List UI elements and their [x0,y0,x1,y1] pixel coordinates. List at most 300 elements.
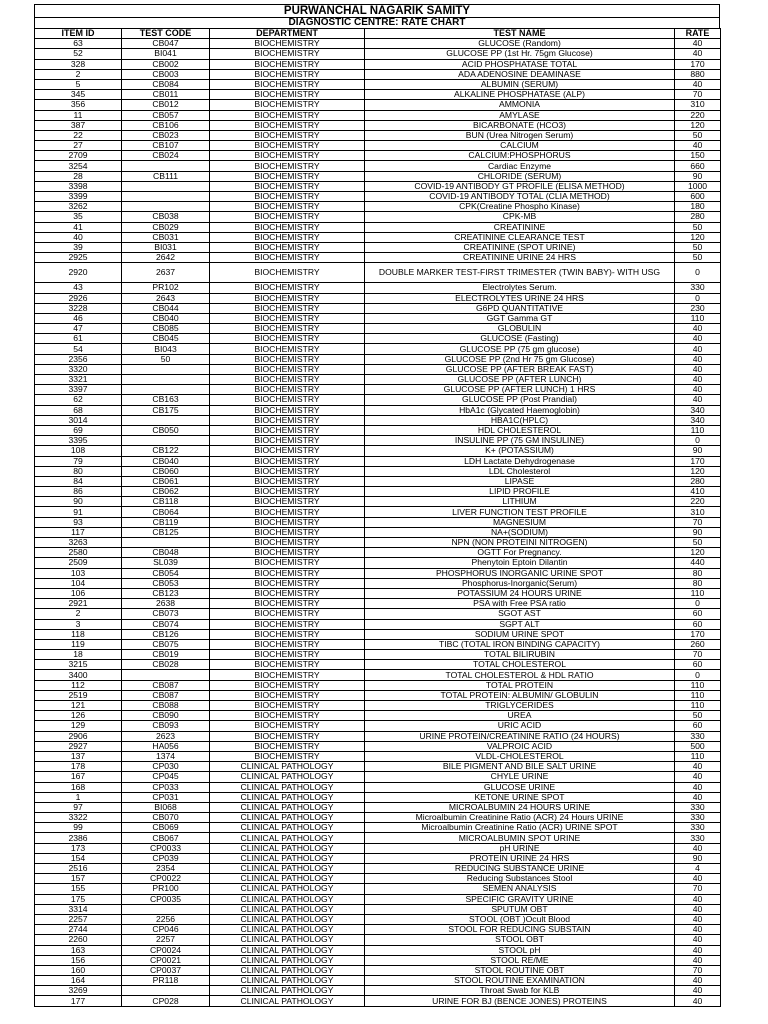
table-row [35,843,721,853]
rate-cell: 170 [675,629,721,639]
table-row [35,914,721,924]
department-cell: BIOCHEMISTRY [210,313,365,323]
table-row [35,792,721,802]
item-id-cell: 2 [35,609,122,619]
item-id-cell: 86 [35,487,122,497]
item-id-cell: 328 [35,59,122,69]
table-row [35,976,721,986]
department-cell: BIOCHEMISTRY [210,466,365,476]
rate-cell: 50 [675,711,721,721]
rate-cell: 120 [675,120,721,130]
department-cell: BIOCHEMISTRY [210,538,365,548]
item-id-cell: 40 [35,232,122,242]
test-code-cell: CB040 [122,456,210,466]
item-id-cell: 3269 [35,986,122,996]
rate-cell: 60 [675,660,721,670]
test-code-cell: CP031 [122,792,210,802]
test-name-cell: GLUCOSE PP (2nd Hr 75 gm Glucose) [365,354,675,364]
test-code-cell: CB075 [122,639,210,649]
item-id-cell: 47 [35,324,122,334]
table-row [35,864,721,874]
table-row [35,925,721,935]
table-row [35,884,721,894]
test-code-cell: CB119 [122,517,210,527]
item-id-cell: 54 [35,344,122,354]
department-cell: CLINICAL PATHOLOGY [210,935,365,945]
item-id-cell: 1 [35,792,122,802]
test-code-cell [122,161,210,171]
rate-cell: 40 [675,904,721,914]
test-code-cell: CB107 [122,141,210,151]
rate-cell: 40 [675,976,721,986]
test-code-cell: BI068 [122,802,210,812]
table-row [35,874,721,884]
department-cell: CLINICAL PATHOLOGY [210,945,365,955]
test-code-cell: CP0033 [122,843,210,853]
test-name-cell: Electrolytes Serum. [365,283,675,293]
department-cell: BIOCHEMISTRY [210,364,365,374]
test-name-cell: STOOL RE/ME [365,955,675,965]
item-id-cell: 2516 [35,864,122,874]
table-row [35,69,721,79]
test-code-cell: CB070 [122,813,210,823]
test-name-cell: POTASSIUM 24 HOURS URINE [365,588,675,598]
item-id-cell: 28 [35,171,122,181]
item-id-cell: 112 [35,680,122,690]
item-id-cell: 3398 [35,181,122,191]
test-code-cell [122,904,210,914]
test-code-cell: CB084 [122,79,210,89]
rate-cell: 40 [675,935,721,945]
table-row [35,415,721,425]
test-name-cell: MAGNESIUM [365,517,675,527]
department-cell: CLINICAL PATHOLOGY [210,792,365,802]
department-cell: BIOCHEMISTRY [210,303,365,313]
test-code-cell: CB002 [122,59,210,69]
item-id-cell: 2709 [35,151,122,161]
table-row [35,222,721,232]
item-id-cell: 103 [35,568,122,578]
rate-cell: 330 [675,833,721,843]
department-cell: CLINICAL PATHOLOGY [210,955,365,965]
rate-cell: 40 [675,141,721,151]
test-name-cell: VALPROIC ACID [365,741,675,751]
rate-cell: 110 [675,313,721,323]
table-row [35,212,721,222]
table-row [35,293,721,303]
item-id-cell: 117 [35,527,122,537]
test-code-cell: CB123 [122,588,210,598]
department-cell: BIOCHEMISTRY [210,751,365,761]
test-name-cell: TIBC (TOTAL IRON BINDING CAPACITY) [365,639,675,649]
item-id-cell: 104 [35,578,122,588]
test-code-cell: 2623 [122,731,210,741]
test-code-cell: CP028 [122,996,210,1006]
table-row [35,772,721,782]
test-code-cell: CP0024 [122,945,210,955]
department-cell: BIOCHEMISTRY [210,375,365,385]
item-id-cell: 3400 [35,670,122,680]
test-name-cell: BILE PIGMENT AND BILE SALT URINE [365,762,675,772]
table-row [35,833,721,843]
test-name-cell: LITHIUM [365,497,675,507]
table-row [35,782,721,792]
page-title: PURWANCHAL NAGARIK SAMITY [34,4,720,17]
department-cell: BIOCHEMISTRY [210,588,365,598]
test-name-cell: STOOL ROUTINE EXAMINATION [365,976,675,986]
rate-cell: 110 [675,701,721,711]
department-cell: BIOCHEMISTRY [210,497,365,507]
table-row [35,283,721,293]
test-name-cell: GLUCOSE PP (1st Hr. 75gm Glucose) [365,49,675,59]
rate-cell: 220 [675,497,721,507]
test-name-cell: HDL CHOLESTEROL [365,425,675,435]
test-name-cell: CREATININE [365,222,675,232]
test-name-cell: BICARBONATE (HCO3) [365,120,675,130]
item-id-cell: 91 [35,507,122,517]
department-cell: BIOCHEMISTRY [210,161,365,171]
rate-cell: 330 [675,823,721,833]
column-header-item-id: ITEM ID [35,29,122,39]
table-row [35,741,721,751]
test-code-cell: SL039 [122,558,210,568]
rate-cell: 110 [675,680,721,690]
test-name-cell: GLUCOSE PP (AFTER BREAK FAST) [365,364,675,374]
table-row [35,425,721,435]
rate-cell: 40 [675,344,721,354]
department-cell: CLINICAL PATHOLOGY [210,976,365,986]
test-name-cell: LIVER FUNCTION TEST PROFILE [365,507,675,517]
test-name-cell: CHYLE URINE [365,772,675,782]
item-id-cell: 129 [35,721,122,731]
test-name-cell: pH URINE [365,843,675,853]
column-header-test-name: TEST NAME [365,29,675,39]
item-id-cell: 3 [35,619,122,629]
table-row [35,802,721,812]
test-name-cell: MICROALBUMIN 24 HOURS URINE [365,802,675,812]
rate-cell: 40 [675,354,721,364]
rate-cell: 50 [675,253,721,263]
department-cell: BIOCHEMISTRY [210,609,365,619]
table-row [35,578,721,588]
item-id-cell: 119 [35,639,122,649]
table-row [35,538,721,548]
item-id-cell: 3320 [35,364,122,374]
table-row [35,466,721,476]
test-code-cell: CB118 [122,497,210,507]
rate-cell: 4 [675,864,721,874]
test-code-cell: 2257 [122,935,210,945]
test-name-cell: Phenytoin Eptoin Dilantin [365,558,675,568]
rate-cell: 90 [675,853,721,863]
table-row [35,517,721,527]
test-name-cell: GLUCOSE PP (75 gm glucose) [365,344,675,354]
item-id-cell: 2906 [35,731,122,741]
department-cell: BIOCHEMISTRY [210,181,365,191]
rate-cell: 40 [675,334,721,344]
table-row [35,405,721,415]
table-row [35,639,721,649]
department-cell: BIOCHEMISTRY [210,548,365,558]
department-cell: BIOCHEMISTRY [210,49,365,59]
test-code-cell: CB038 [122,212,210,222]
item-id-cell: 3314 [35,904,122,914]
test-code-cell [122,181,210,191]
table-row [35,354,721,364]
item-id-cell: 3228 [35,303,122,313]
table-row [35,232,721,242]
rate-cell: 410 [675,487,721,497]
rate-cell: 170 [675,456,721,466]
test-name-cell: NA+(SODIUM) [365,527,675,537]
item-id-cell: 27 [35,141,122,151]
item-id-cell: 3321 [35,375,122,385]
table-row [35,497,721,507]
department-cell: CLINICAL PATHOLOGY [210,853,365,863]
item-id-cell: 3395 [35,436,122,446]
department-cell: BIOCHEMISTRY [210,110,365,120]
item-id-cell: 164 [35,976,122,986]
test-name-cell: SPUTUM OBT [365,904,675,914]
table-row [35,120,721,130]
rate-cell: 60 [675,609,721,619]
department-cell: CLINICAL PATHOLOGY [210,894,365,904]
department-cell: CLINICAL PATHOLOGY [210,762,365,772]
test-name-cell: OGTT For Pregnancy. [365,548,675,558]
test-name-cell: URINE PROTEIN/CREATININE RATIO (24 HOURS) [365,731,675,741]
department-cell: BIOCHEMISTRY [210,263,365,283]
test-code-cell: BI031 [122,242,210,252]
test-code-cell: CB047 [122,39,210,49]
test-code-cell [122,986,210,996]
table-row [35,945,721,955]
rate-cell: 80 [675,568,721,578]
department-cell: BIOCHEMISTRY [210,507,365,517]
test-code-cell: CP030 [122,762,210,772]
rate-cell: 310 [675,507,721,517]
department-cell: BIOCHEMISTRY [210,436,365,446]
rate-cell: 220 [675,110,721,120]
test-name-cell: CALCIUM:PHOSPHORUS [365,151,675,161]
test-code-cell: CB087 [122,680,210,690]
table-row [35,313,721,323]
department-cell: CLINICAL PATHOLOGY [210,813,365,823]
item-id-cell: 2927 [35,741,122,751]
rate-cell: 330 [675,283,721,293]
table-row [35,344,721,354]
department-cell: BIOCHEMISTRY [210,568,365,578]
department-cell: CLINICAL PATHOLOGY [210,823,365,833]
item-id-cell: 2 [35,69,122,79]
rate-cell: 120 [675,232,721,242]
test-name-cell: TOTAL CHOLESTEROL & HDL RATIO [365,670,675,680]
item-id-cell: 356 [35,100,122,110]
test-name-cell: GLUCOSE URINE [365,782,675,792]
test-name-cell: ALKALINE PHOSPHATASE (ALP) [365,90,675,100]
item-id-cell: 178 [35,762,122,772]
test-code-cell: CB069 [122,823,210,833]
test-code-cell: HA056 [122,741,210,751]
item-id-cell: 3254 [35,161,122,171]
test-name-cell: STOOL (OBT )Ocult Blood [365,914,675,924]
rate-cell: 280 [675,476,721,486]
rate-cell: 110 [675,751,721,761]
test-name-cell: GLUCOSE (Fasting) [365,334,675,344]
test-code-cell: 1374 [122,751,210,761]
test-name-cell: CREATININE (SPOT URINE) [365,242,675,252]
test-code-cell: CP0037 [122,965,210,975]
test-name-cell: HBA1C(HPLC) [365,415,675,425]
department-cell: BIOCHEMISTRY [210,242,365,252]
department-cell: BIOCHEMISTRY [210,721,365,731]
test-name-cell: TOTAL BILIRUBIN [365,650,675,660]
test-name-cell: K+ (POTASSIUM) [365,446,675,456]
table-row [35,690,721,700]
item-id-cell: 99 [35,823,122,833]
table-body [35,39,721,1006]
test-name-cell: SGOT AST [365,609,675,619]
rate-cell: 440 [675,558,721,568]
department-cell: CLINICAL PATHOLOGY [210,914,365,924]
department-cell: CLINICAL PATHOLOGY [210,904,365,914]
table-row [35,721,721,731]
test-name-cell: STOOL OBT [365,935,675,945]
table-row [35,79,721,89]
item-id-cell: 163 [35,945,122,955]
department-cell: BIOCHEMISTRY [210,324,365,334]
department-cell: BIOCHEMISTRY [210,39,365,49]
test-name-cell: STOOL pH [365,945,675,955]
test-code-cell [122,385,210,395]
item-id-cell: 2260 [35,935,122,945]
table-row [35,334,721,344]
rate-cell: 40 [675,986,721,996]
test-code-cell: CP033 [122,782,210,792]
item-id-cell: 2519 [35,690,122,700]
table-row [35,100,721,110]
department-cell: BIOCHEMISTRY [210,670,365,680]
test-code-cell: CB088 [122,701,210,711]
department-cell: BIOCHEMISTRY [210,354,365,364]
rate-cell: 150 [675,151,721,161]
rate-cell: 0 [675,599,721,609]
test-name-cell: ACID PHOSPHATASE TOTAL [365,59,675,69]
rate-cell: 70 [675,650,721,660]
test-code-cell [122,192,210,202]
item-id-cell: 155 [35,884,122,894]
table-row [35,324,721,334]
test-code-cell: CB060 [122,466,210,476]
department-cell: BIOCHEMISTRY [210,212,365,222]
table-row [35,242,721,252]
table-row [35,90,721,100]
table-row [35,731,721,741]
test-name-cell: INSULINE PP (75 GM INSULINE) [365,436,675,446]
table-row [35,568,721,578]
table-row [35,751,721,761]
test-code-cell: CP045 [122,772,210,782]
rate-cell: 180 [675,202,721,212]
test-name-cell: PHOSPHORUS INORGANIC URINE SPOT [365,568,675,578]
test-name-cell: Cardiac Enzyme [365,161,675,171]
table-row [35,599,721,609]
test-name-cell: AMYLASE [365,110,675,120]
department-cell: BIOCHEMISTRY [210,446,365,456]
department-cell: BIOCHEMISTRY [210,283,365,293]
table-row [35,151,721,161]
table-row [35,507,721,517]
test-code-cell: CB003 [122,69,210,79]
department-cell: BIOCHEMISTRY [210,660,365,670]
item-id-cell: 177 [35,996,122,1006]
test-name-cell: KETONE URINE SPOT [365,792,675,802]
rate-cell: 340 [675,405,721,415]
item-id-cell: 35 [35,212,122,222]
item-id-cell: 118 [35,629,122,639]
rate-cell: 310 [675,100,721,110]
test-code-cell: 2637 [122,263,210,283]
item-id-cell: 173 [35,843,122,853]
test-name-cell: VLDL-CHOLESTEROL [365,751,675,761]
table-row [35,629,721,639]
department-cell: BIOCHEMISTRY [210,120,365,130]
item-id-cell: 2920 [35,263,122,283]
department-cell: CLINICAL PATHOLOGY [210,802,365,812]
table-row [35,456,721,466]
department-cell: BIOCHEMISTRY [210,141,365,151]
test-code-cell: CP0022 [122,874,210,884]
test-name-cell: LIPID PROFILE [365,487,675,497]
table-row [35,935,721,945]
item-id-cell: 2921 [35,599,122,609]
test-name-cell: CPK(Creatine Phospho Kinase) [365,202,675,212]
department-cell: BIOCHEMISTRY [210,599,365,609]
test-name-cell: COVID-19 ANTIBODY TOTAL (CLIA METHOD) [365,192,675,202]
test-code-cell: 2643 [122,293,210,303]
table-row [35,650,721,660]
test-code-cell [122,415,210,425]
item-id-cell: 22 [35,130,122,140]
rate-cell: 110 [675,690,721,700]
test-name-cell: GLOBULIN [365,324,675,334]
table-row [35,436,721,446]
rate-cell: 660 [675,161,721,171]
test-code-cell: CB048 [122,548,210,558]
item-id-cell: 2356 [35,354,122,364]
rate-cell: 90 [675,527,721,537]
rate-cell: 1000 [675,181,721,191]
item-id-cell: 175 [35,894,122,904]
rate-cell: 330 [675,802,721,812]
rate-cell: 40 [675,843,721,853]
department-cell: BIOCHEMISTRY [210,619,365,629]
department-cell: CLINICAL PATHOLOGY [210,874,365,884]
item-id-cell: 39 [35,242,122,252]
item-id-cell: 121 [35,701,122,711]
table-row [35,680,721,690]
rate-cell: 880 [675,69,721,79]
department-cell: CLINICAL PATHOLOGY [210,986,365,996]
item-id-cell: 108 [35,446,122,456]
department-cell: BIOCHEMISTRY [210,334,365,344]
test-code-cell: CP039 [122,853,210,863]
department-cell: BIOCHEMISTRY [210,293,365,303]
department-cell: CLINICAL PATHOLOGY [210,833,365,843]
test-name-cell: PSA with Free PSA ratio [365,599,675,609]
table-row [35,375,721,385]
item-id-cell: 93 [35,517,122,527]
test-name-cell: ELECTROLYTES URINE 24 HRS [365,293,675,303]
